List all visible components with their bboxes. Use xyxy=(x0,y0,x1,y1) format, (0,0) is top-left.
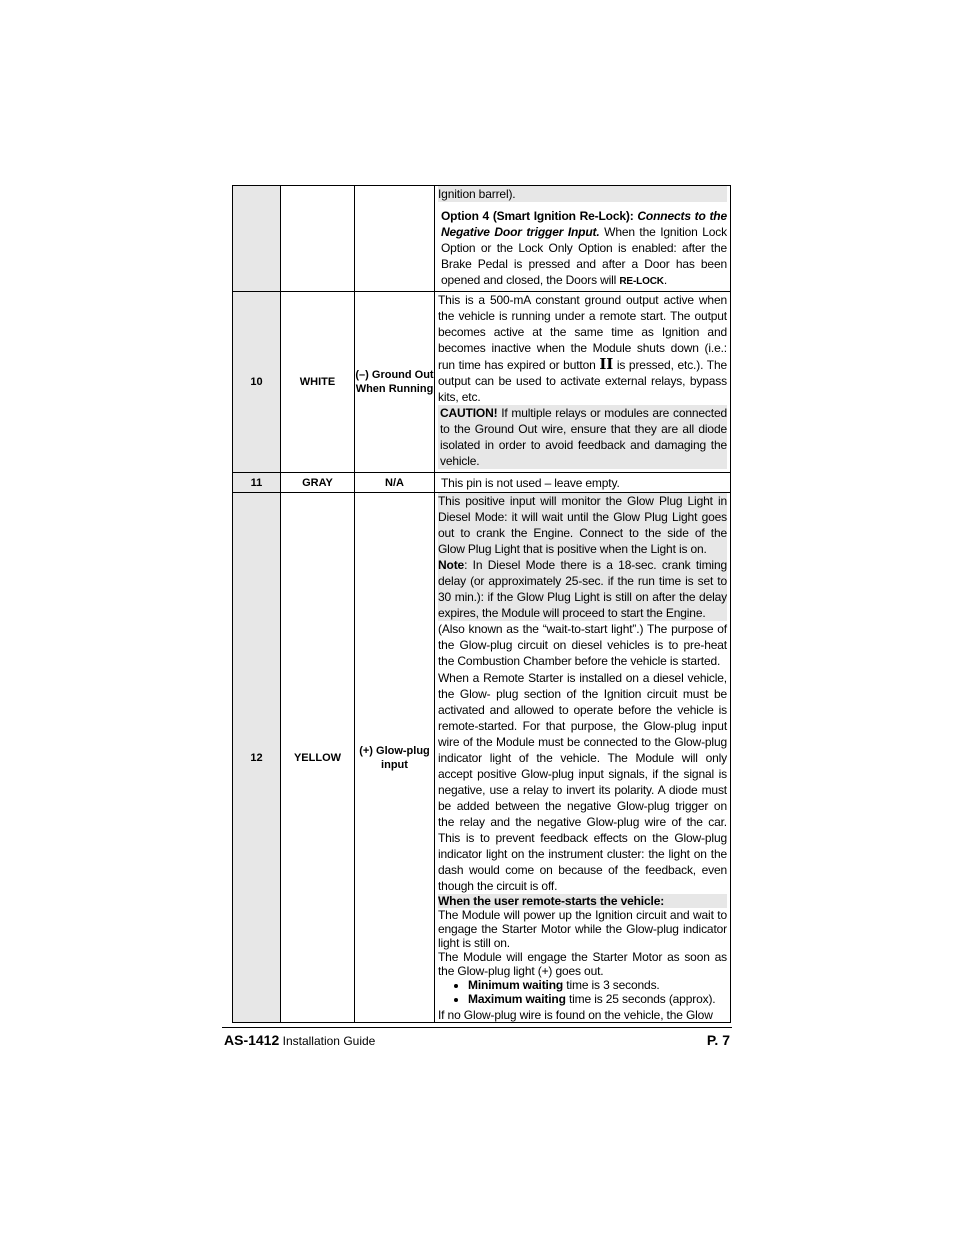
pin-number-cell: 11 xyxy=(233,473,281,493)
bullet-text: time is 25 seconds (approx). xyxy=(565,992,716,1006)
caution-label: CAUTION! xyxy=(440,406,498,420)
wire-color-cell xyxy=(281,186,355,292)
wire-color-cell: WHITE xyxy=(281,292,355,473)
description-cell xyxy=(435,473,731,493)
glow-plug-text-4: The Module will power up the Ignition circuit and wait to engage the Starter Motor while the Glow-plug indicator light is still on. xyxy=(438,908,727,950)
continued-text: Ignition barrel). xyxy=(438,186,727,202)
option-4-label: Option 4 (Smart Ignition Re-Lock): xyxy=(441,209,634,223)
note-text: : In Diesel Mode there is a 18-sec. crank timing delay (or approximately 25-sec. if the run time is set to 30 min.): if the Glow Plug Light is still on after the delay expires, the Module will proceed to start the Engine. xyxy=(438,558,727,620)
user-remote-start-heading xyxy=(438,894,727,908)
wiring-table xyxy=(232,185,731,1023)
description-cell xyxy=(435,292,731,473)
function-cell xyxy=(355,493,435,1023)
function-line: input xyxy=(381,758,408,771)
glow-plug-text-5: The Module will engage the Starter Motor as soon as the Glow-plug light (+) goes out. xyxy=(438,950,727,978)
pin-number-cell: 12 xyxy=(233,493,281,1023)
guide-label: Installation Guide xyxy=(282,1034,376,1048)
note-label: Note xyxy=(438,558,465,572)
option-4-body: When the Ignition Lock Option or the Lock Only Option is enabled: after the Brake Pedal is pressed and after a Door has been opened and closed, the Doors will xyxy=(441,225,728,287)
table-row xyxy=(233,473,731,493)
pin-number-cell: 10 xyxy=(233,292,281,473)
waiting-time-list xyxy=(438,978,727,1006)
bullet-text: time is 3 seconds. xyxy=(563,978,660,992)
option-4-end: . xyxy=(663,273,668,287)
option-4-italic: Connects to the Negative Door trigger Input. xyxy=(441,209,727,239)
ground-out-text-a: This is a 500-mA constant ground output active when the vehicle is running under a remote start. The output becomes active at the same time as Ignition and becomes inactive when the Module shuts down (i.e.: run time has expired or button xyxy=(438,293,727,372)
caution-text: If multiple relays or modules are connected to the Ground Out wire, ensure that they are all diode isolated in order to avoid feedback and damaging the vehicle. xyxy=(440,406,727,468)
option-4-text xyxy=(438,208,727,290)
function-line: (–) Ground Out xyxy=(355,369,434,381)
table-row xyxy=(233,186,731,292)
relock-text: RE-LOCK xyxy=(619,276,664,287)
footer-divider xyxy=(222,1027,732,1028)
glow-plug-intro xyxy=(438,493,727,621)
wire-color-cell: YELLOW xyxy=(281,493,355,1023)
function-line: When Running xyxy=(355,383,434,395)
page-number: P. 7 xyxy=(706,1032,730,1048)
caution-note xyxy=(438,405,727,469)
heading-text: When the user remote-starts the vehicle: xyxy=(438,894,665,908)
bullet-bold: Minimum waiting xyxy=(468,978,564,992)
glow-plug-text-3: When a Remote Starter is installed on a diesel vehicle, the Glow- plug section of the Ignition circuit must be activated and allowed to operate before the vehicle is remote-started. For that purpose, the Glow-plug input wire of the Module must be connected to the Glow-plug indicator light of the vehicle. The Module will only accept positive Glow-plug input signals, if the signal is negative, use a relay to invert its polarity. A diode must be added between the negative Glow-plug trigger on the relay and the negative Glow-plug wire of the car. This is to prevent feedback effects on the Glow-plug indicator light on the instrument cluster: the light on the dash would come on because of the feedback, even though the circuit is off. xyxy=(438,671,727,893)
description-cell xyxy=(435,493,731,1023)
glow-plug-text-1: This positive input will monitor the Glow Plug Light in Diesel Mode: it will wait until the Glow Plug Light goes out to crank the Engine. Connect to the side of the Glow Plug Light that is positive when the Light is on. xyxy=(438,494,727,556)
glow-plug-text-6: If no Glow-plug wire is found on the vehicle, the Glow xyxy=(438,1008,713,1022)
ground-out-text-b: is pressed, etc.). The output can be used to activate external relays, bypass kits, etc. xyxy=(438,358,727,404)
ground-out-description xyxy=(438,292,727,405)
wire-color-cell: GRAY xyxy=(281,473,355,493)
bullet-bold: Maximum waiting xyxy=(468,992,566,1006)
pause-button-icon: II xyxy=(599,355,614,373)
model-number: AS-1412 xyxy=(224,1032,280,1048)
footer-title xyxy=(224,1032,375,1048)
list-item xyxy=(468,992,727,1006)
function-line: (+) Glow-plug xyxy=(359,744,430,757)
function-cell xyxy=(355,292,435,473)
function-cell xyxy=(355,186,435,292)
glow-plug-note xyxy=(438,557,727,621)
table-row xyxy=(233,292,731,473)
table-row xyxy=(233,493,731,1023)
function-cell: N/A xyxy=(355,473,435,493)
pin-number-cell xyxy=(233,186,281,292)
unused-pin-text: This pin is not used – leave empty. xyxy=(441,475,620,490)
glow-plug-text-2: (Also known as the “wait-to-start light”.) The purpose of the Glow-plug circuit on diesel vehicles is to pre-heat the Combustion Chamber before the vehicle is started. xyxy=(438,622,727,668)
list-item xyxy=(468,978,727,992)
description-cell xyxy=(435,186,731,292)
